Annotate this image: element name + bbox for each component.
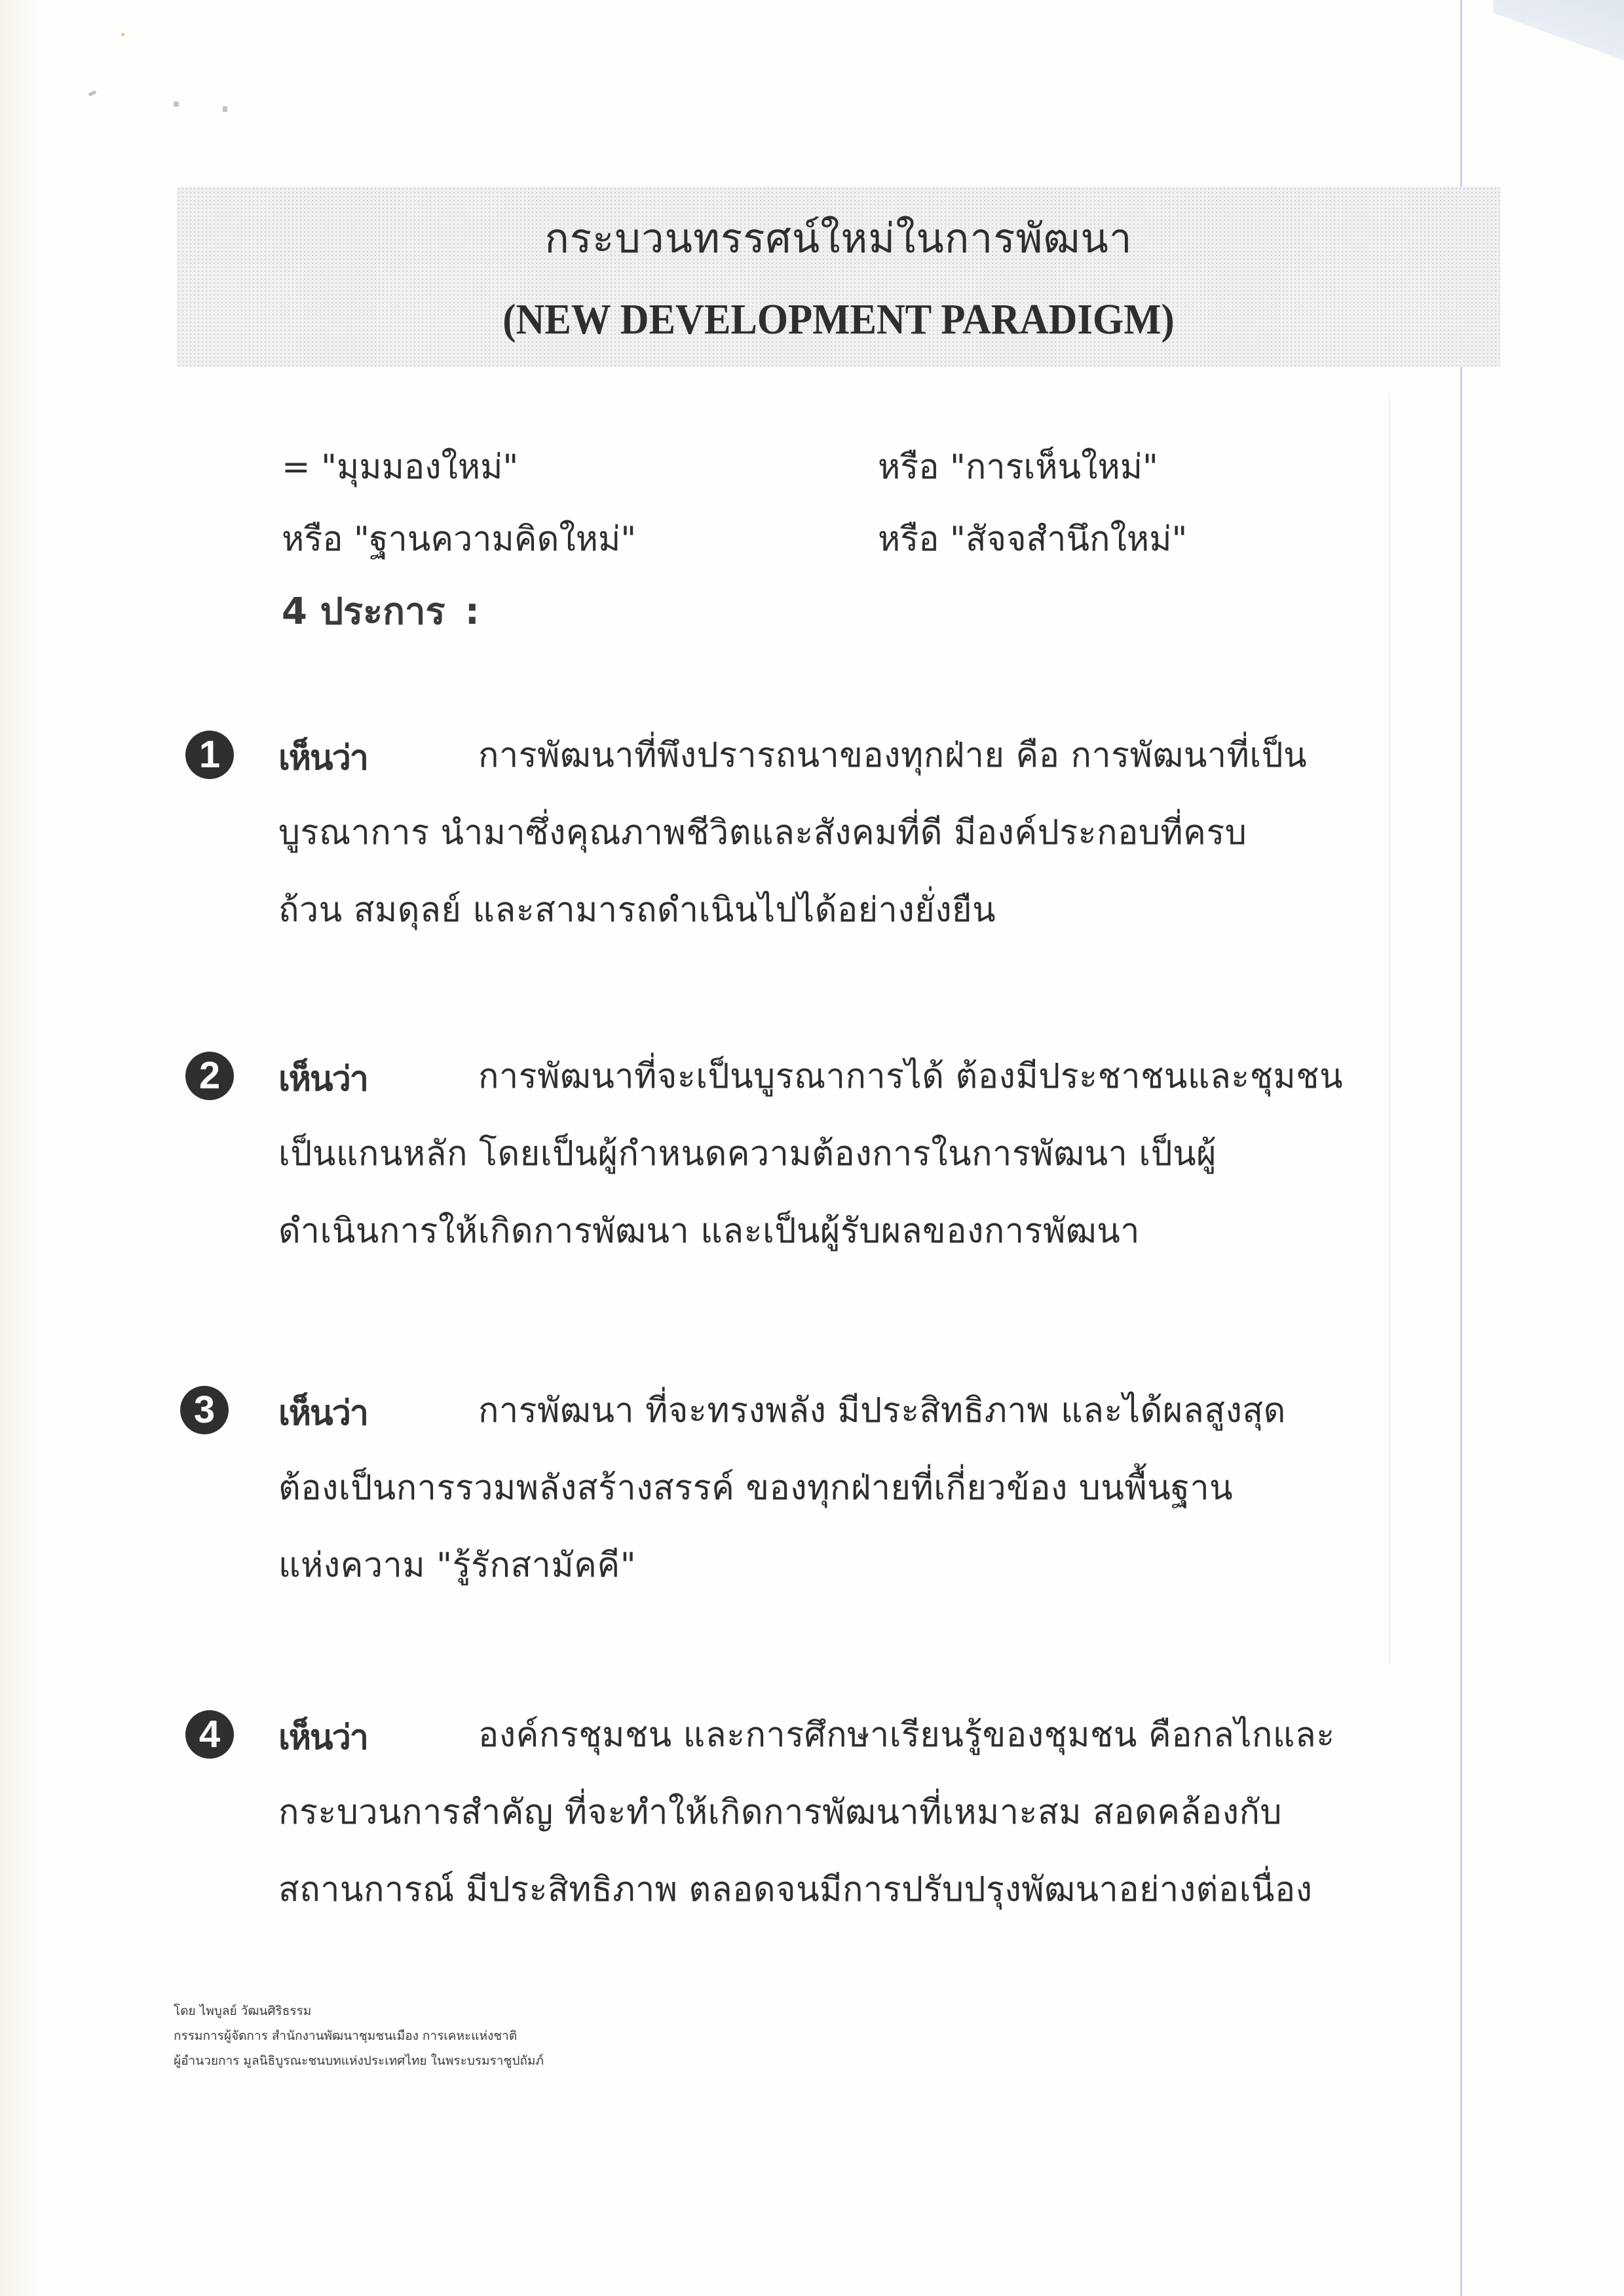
- number-badge-icon: 3: [180, 1386, 229, 1434]
- count-label: 4 ประการ: [282, 590, 445, 633]
- author-credit: [174, 1999, 544, 2073]
- item-line: กระบวนการสำคัญ ที่จะทำให้เกิดการพัฒนาที่เหมาะสม สอดคล้องกับ: [278, 1793, 1283, 1832]
- scan-shadow-left: [0, 0, 39, 2296]
- folded-corner: [1493, 0, 1624, 85]
- scan-debris: [223, 106, 227, 112]
- scan-debris: [174, 102, 179, 107]
- item-lead: เห็นว่า: [278, 1060, 368, 1099]
- number-badge-icon: 1: [185, 731, 234, 779]
- number-badge-icon: 2: [185, 1052, 234, 1100]
- item-line: การพัฒนา ที่จะทรงพลัง มีประสิทธิภาพ และได้ผลสูงสุด: [478, 1391, 1286, 1430]
- item-lead: เห็นว่า: [278, 1394, 368, 1433]
- definition-left: = "มุมมองใหม่": [282, 448, 519, 487]
- item-lead: เห็นว่า: [278, 738, 368, 778]
- item-line: องค์กรชุมชน และการศึกษาเรียนรู้ของชุมชน คือกลไกและ: [478, 1715, 1335, 1755]
- title-band: [177, 187, 1500, 367]
- page-title-english: (NEW DEVELOPMENT PARADIGM): [502, 296, 1175, 343]
- definition-row: [282, 511, 1188, 565]
- count-heading: [282, 582, 480, 640]
- item-line: การพัฒนาที่พึงปรารถนาของทุกฝ่าย คือ การพัฒนาที่เป็น: [478, 736, 1308, 775]
- item-line: บูรณาการ นำมาซึ่งคุณภาพชีวิตและสังคมที่ดี มีองค์ประกอบที่ครบ: [278, 813, 1247, 852]
- page-title-thai: กระบวนทรรศน์ใหม่ในการพัฒนา: [544, 214, 1133, 262]
- definition-left: หรือ "ฐานความคิดใหม่": [282, 520, 637, 559]
- item-line: เป็นแกนหลัก โดยเป็นผู้กำหนดความต้องการในการพัฒนา เป็นผู้: [278, 1134, 1217, 1174]
- number-badge-icon: 4: [185, 1710, 234, 1759]
- author-position-1: กรรมการผู้จัดการ สำนักงานพัฒนาชุมชนเมือง การเคหะแห่งชาติ: [174, 2029, 518, 2043]
- definition-row: [282, 439, 1158, 493]
- item-line: แห่งความ "รู้รักสามัคคี": [278, 1546, 637, 1585]
- item-line: การพัฒนาที่จะเป็นบูรณาการได้ ต้องมีประชาชนและชุมชน: [478, 1057, 1344, 1096]
- item-line: สถานการณ์ มีประสิทธิภาพ ตลอดจนมีการปรับปรุงพัฒนาอย่างต่อเนื่อง: [278, 1870, 1313, 1909]
- author-name: โดย ไพบูลย์ วัฒนศิริธรรม: [174, 2004, 312, 2018]
- scan-debris: [88, 90, 97, 97]
- item-lead: เห็นว่า: [278, 1718, 368, 1757]
- scan-debris: [121, 33, 124, 36]
- author-position-2: ผู้อำนวยการ มูลนิธิบูรณะชนบทแห่งประเทศไทย ในพระบรมราชูปถัมภ์: [174, 2054, 544, 2068]
- definition-right: หรือ "สัจจสำนึกใหม่": [878, 520, 1188, 559]
- item-line: ต้องเป็นการรวมพลังสร้างสรรค์ ของทุกฝ่ายที่เกี่ยวข้อง บนพื้นฐาน: [278, 1468, 1234, 1508]
- count-colon: :: [464, 590, 480, 633]
- item-line: ถ้วน สมดุลย์ และสามารถดำเนินไปได้อย่างยั่งยืน: [278, 890, 996, 930]
- item-line: ดำเนินการให้เกิดการพัฒนา และเป็นผู้รับผลของการพัฒนา: [278, 1212, 1140, 1251]
- definition-right: หรือ "การเห็นใหม่": [878, 448, 1158, 487]
